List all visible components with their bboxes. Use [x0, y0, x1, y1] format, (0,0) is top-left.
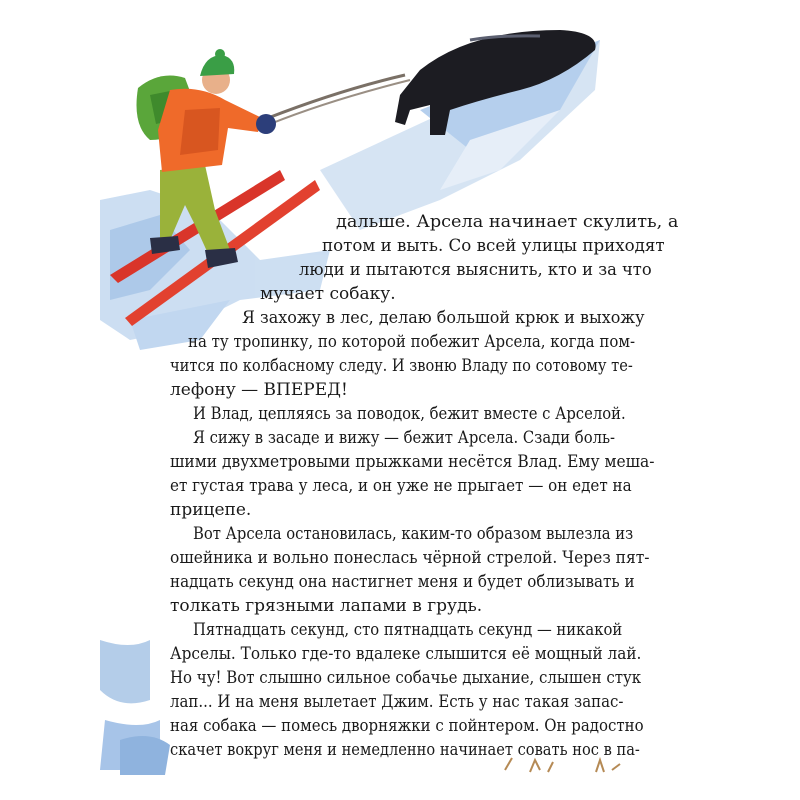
text-line: на ту тропинку, по которой побежит Арсела, когда пом-	[188, 332, 636, 352]
leash	[268, 75, 405, 118]
text-line: надцать секунд она настигнет меня и будет облизывать и	[170, 572, 635, 592]
text-line: дальше. Арсела начинает скулить, а	[336, 212, 679, 232]
text-line: Арселы. Только где-то вдалеке слышится её мощный лай.	[170, 644, 642, 664]
text-line: скачет вокруг меня и немедленно начинает совать нос в па-	[170, 740, 640, 760]
text-line: люди и пытаются выяснить, кто и за что	[299, 260, 652, 280]
text-line: чится по колбасному следу. И звоню Владу по сотовому те-	[170, 356, 633, 376]
text-line: И Влад, цепляясь за поводок, бежит вместе с Арселой.	[193, 404, 626, 424]
text-line: Я сижу в засаде и вижу — бежит Арсела. Сзади боль-	[193, 428, 616, 448]
text-line: Вот Арсела остановилась, каким-то образом вылезла из	[193, 524, 634, 544]
snow-patches	[100, 640, 170, 775]
text-line: мучает собаку.	[260, 284, 396, 304]
text-line: Я захожу в лес, делаю большой крюк и выхожу	[242, 308, 645, 328]
text-line: Но чу! Вот слышно сильное собачье дыхание, слышен стук	[170, 668, 642, 688]
text-line: потом и выть. Со всей улицы приходят	[322, 236, 665, 256]
text-line: лап... И на меня вылетает Джим. Есть у нас такая запас-	[170, 692, 624, 712]
text-line: Пятнадцать секунд, сто пятнадцать секунд — никакой	[193, 620, 623, 640]
text-line: толкать грязными лапами в грудь.	[170, 596, 483, 616]
text-line: шими двухметровыми прыжками несётся Влад. Ему меша-	[170, 452, 655, 472]
text-line: лефону — ВПЕРЕД!	[170, 380, 348, 400]
text-line: ошейника и вольно понеслась чёрной стрелой. Через пят-	[170, 548, 650, 568]
text-line: прицепе.	[170, 500, 252, 520]
text-line: ет густая трава у леса, и он уже не прыгает — он едет на	[170, 476, 632, 496]
text-line: ная собака — помесь дворняжки с пойнтером. Он радостно	[170, 716, 644, 736]
